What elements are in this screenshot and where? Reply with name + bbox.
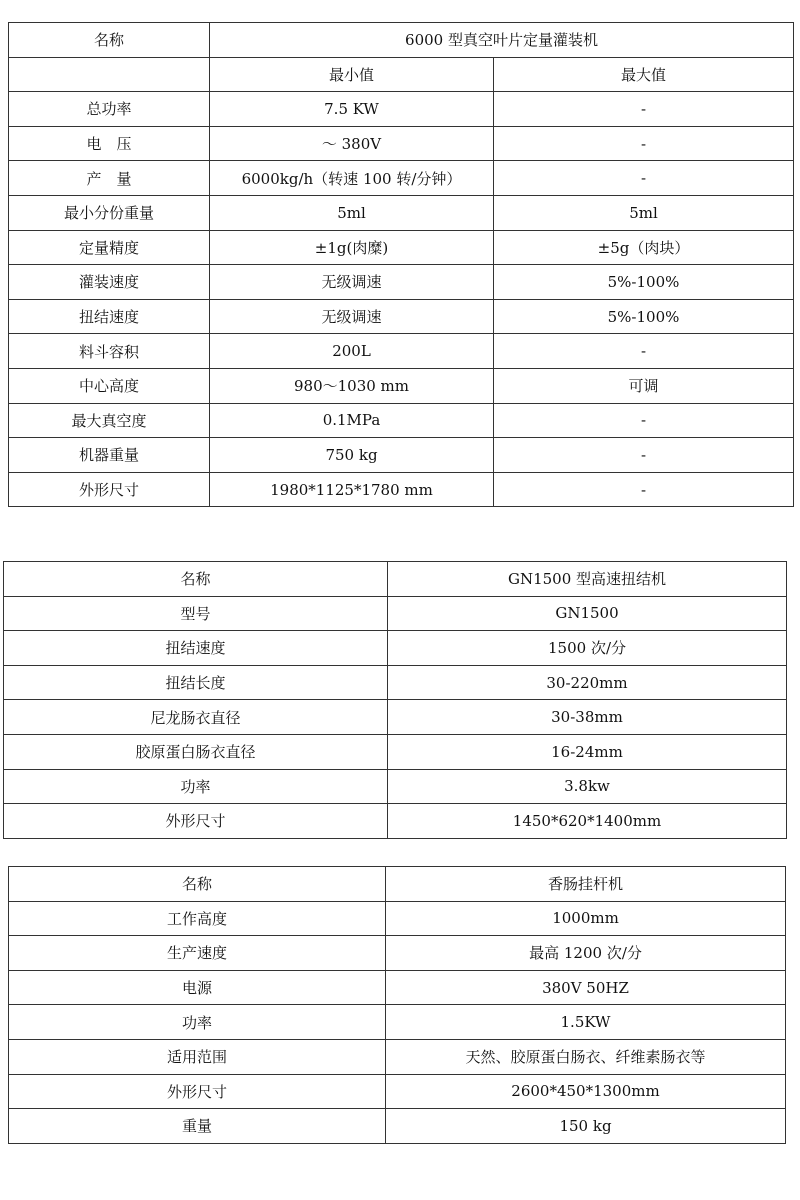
param-value-cell: -: [494, 334, 794, 369]
param-value-cell: 香肠挂杆机: [386, 867, 786, 902]
param-value-cell: ～ 380V: [210, 126, 494, 161]
param-label-cell: 胶原蛋白肠衣直径: [4, 734, 388, 769]
sausage-hanging-machine-spec-table: [8, 866, 786, 1144]
header-row: [4, 562, 787, 597]
param-label-cell: 灌装速度: [9, 265, 210, 300]
param-label-cell: 最大真空度: [9, 403, 210, 438]
param-label-cell: 功率: [4, 769, 388, 804]
param-label-cell: 扭结速度: [4, 631, 388, 666]
table-row: [4, 631, 787, 666]
table-row: [4, 734, 787, 769]
param-value-cell: 最高 1200 次/分: [386, 936, 786, 971]
param-label-cell: 产 量: [9, 161, 210, 196]
param-label-cell: 电 压: [9, 126, 210, 161]
table-row: [9, 1039, 786, 1074]
param-label-cell: 名称: [4, 562, 388, 597]
param-value-cell: 1000mm: [386, 901, 786, 936]
param-value-cell: ±1g(肉糜): [210, 230, 494, 265]
table-row: [9, 1074, 786, 1109]
table-row: [9, 92, 794, 127]
param-value-cell: 最大值: [494, 57, 794, 92]
param-value-cell: GN1500: [388, 596, 787, 631]
table-row: [9, 334, 794, 369]
param-value-cell: ±5g（肉块）: [494, 230, 794, 265]
param-label-cell: 定量精度: [9, 230, 210, 265]
table-row: [9, 403, 794, 438]
table-row: [9, 368, 794, 403]
param-label-cell: 总功率: [9, 92, 210, 127]
table-row: [9, 438, 794, 473]
param-value-cell: -: [494, 126, 794, 161]
param-value-cell: 1500 次/分: [388, 631, 787, 666]
table-row: [9, 230, 794, 265]
param-label-cell: 适用范围: [9, 1039, 386, 1074]
param-value-cell: 1980*1125*1780 mm: [210, 472, 494, 507]
param-value-cell: 3.8kw: [388, 769, 787, 804]
param-value-cell: 天然、胶原蛋白肠衣、纤维素肠衣等: [386, 1039, 786, 1074]
table-row: [4, 769, 787, 804]
param-label-cell: 扭结速度: [9, 299, 210, 334]
param-value-cell: 6000 型真空叶片定量灌装机: [210, 23, 794, 58]
table-row: [9, 1109, 786, 1144]
param-value-cell: 无级调速: [210, 299, 494, 334]
param-label-cell: 功率: [9, 1005, 386, 1040]
param-value-cell: 380V 50HZ: [386, 970, 786, 1005]
table-row: [9, 472, 794, 507]
param-value-cell: -: [494, 438, 794, 473]
param-value-cell: 30-220mm: [388, 665, 787, 700]
param-value-cell: 16-24mm: [388, 734, 787, 769]
table-row: [9, 195, 794, 230]
param-label-cell: 机器重量: [9, 438, 210, 473]
param-label-cell: 名称: [9, 867, 386, 902]
param-value-cell: 1450*620*1400mm: [388, 804, 787, 839]
param-value-cell: 980～1030 mm: [210, 368, 494, 403]
param-value-cell: 5%-100%: [494, 299, 794, 334]
param-label-cell: 尼龙肠衣直径: [4, 700, 388, 735]
param-value-cell: 1.5KW: [386, 1005, 786, 1040]
param-value-cell: 0.1MPa: [210, 403, 494, 438]
param-label-cell: 外形尺寸: [9, 1074, 386, 1109]
table-row: [4, 700, 787, 735]
header-row: [9, 23, 794, 58]
param-value-cell: 7.5 KW: [210, 92, 494, 127]
param-value-cell: 30-38mm: [388, 700, 787, 735]
param-value-cell: 5ml: [494, 195, 794, 230]
table-row: [4, 596, 787, 631]
param-label-cell: 扭结长度: [4, 665, 388, 700]
param-label-cell: [9, 57, 210, 92]
param-value-cell: 200L: [210, 334, 494, 369]
param-value-cell: 750 kg: [210, 438, 494, 473]
param-value-cell: 5ml: [210, 195, 494, 230]
param-value-cell: 5%-100%: [494, 265, 794, 300]
param-label-cell: 中心高度: [9, 368, 210, 403]
param-value-cell: 6000kg/h（转速 100 转/分钟）: [210, 161, 494, 196]
param-label-cell: 工作高度: [9, 901, 386, 936]
twisting-machine-spec-table: [3, 561, 787, 839]
table-row: [9, 161, 794, 196]
param-label-cell: 外形尺寸: [9, 472, 210, 507]
param-label-cell: 重量: [9, 1109, 386, 1144]
table-row: [9, 1005, 786, 1040]
table-row: [9, 126, 794, 161]
param-value-cell: 2600*450*1300mm: [386, 1074, 786, 1109]
header-row: [9, 867, 786, 902]
param-label-cell: 料斗容积: [9, 334, 210, 369]
param-value-cell: -: [494, 92, 794, 127]
param-label-cell: 生产速度: [9, 936, 386, 971]
param-value-cell: 最小值: [210, 57, 494, 92]
param-label-cell: 名称: [9, 23, 210, 58]
table-row: [9, 57, 794, 92]
param-value-cell: -: [494, 161, 794, 196]
table-row: [4, 665, 787, 700]
table-row: [9, 265, 794, 300]
param-label-cell: 电源: [9, 970, 386, 1005]
param-value-cell: GN1500 型高速扭结机: [388, 562, 787, 597]
table-row: [9, 299, 794, 334]
table-row: [9, 970, 786, 1005]
param-value-cell: -: [494, 472, 794, 507]
param-label-cell: 型号: [4, 596, 388, 631]
param-value-cell: 150 kg: [386, 1109, 786, 1144]
filling-machine-spec-table: [8, 22, 794, 507]
table-row: [4, 804, 787, 839]
param-value-cell: 无级调速: [210, 265, 494, 300]
param-label-cell: 最小分份重量: [9, 195, 210, 230]
param-label-cell: 外形尺寸: [4, 804, 388, 839]
table-row: [9, 936, 786, 971]
param-value-cell: 可调: [494, 368, 794, 403]
table-row: [9, 901, 786, 936]
param-value-cell: -: [494, 403, 794, 438]
